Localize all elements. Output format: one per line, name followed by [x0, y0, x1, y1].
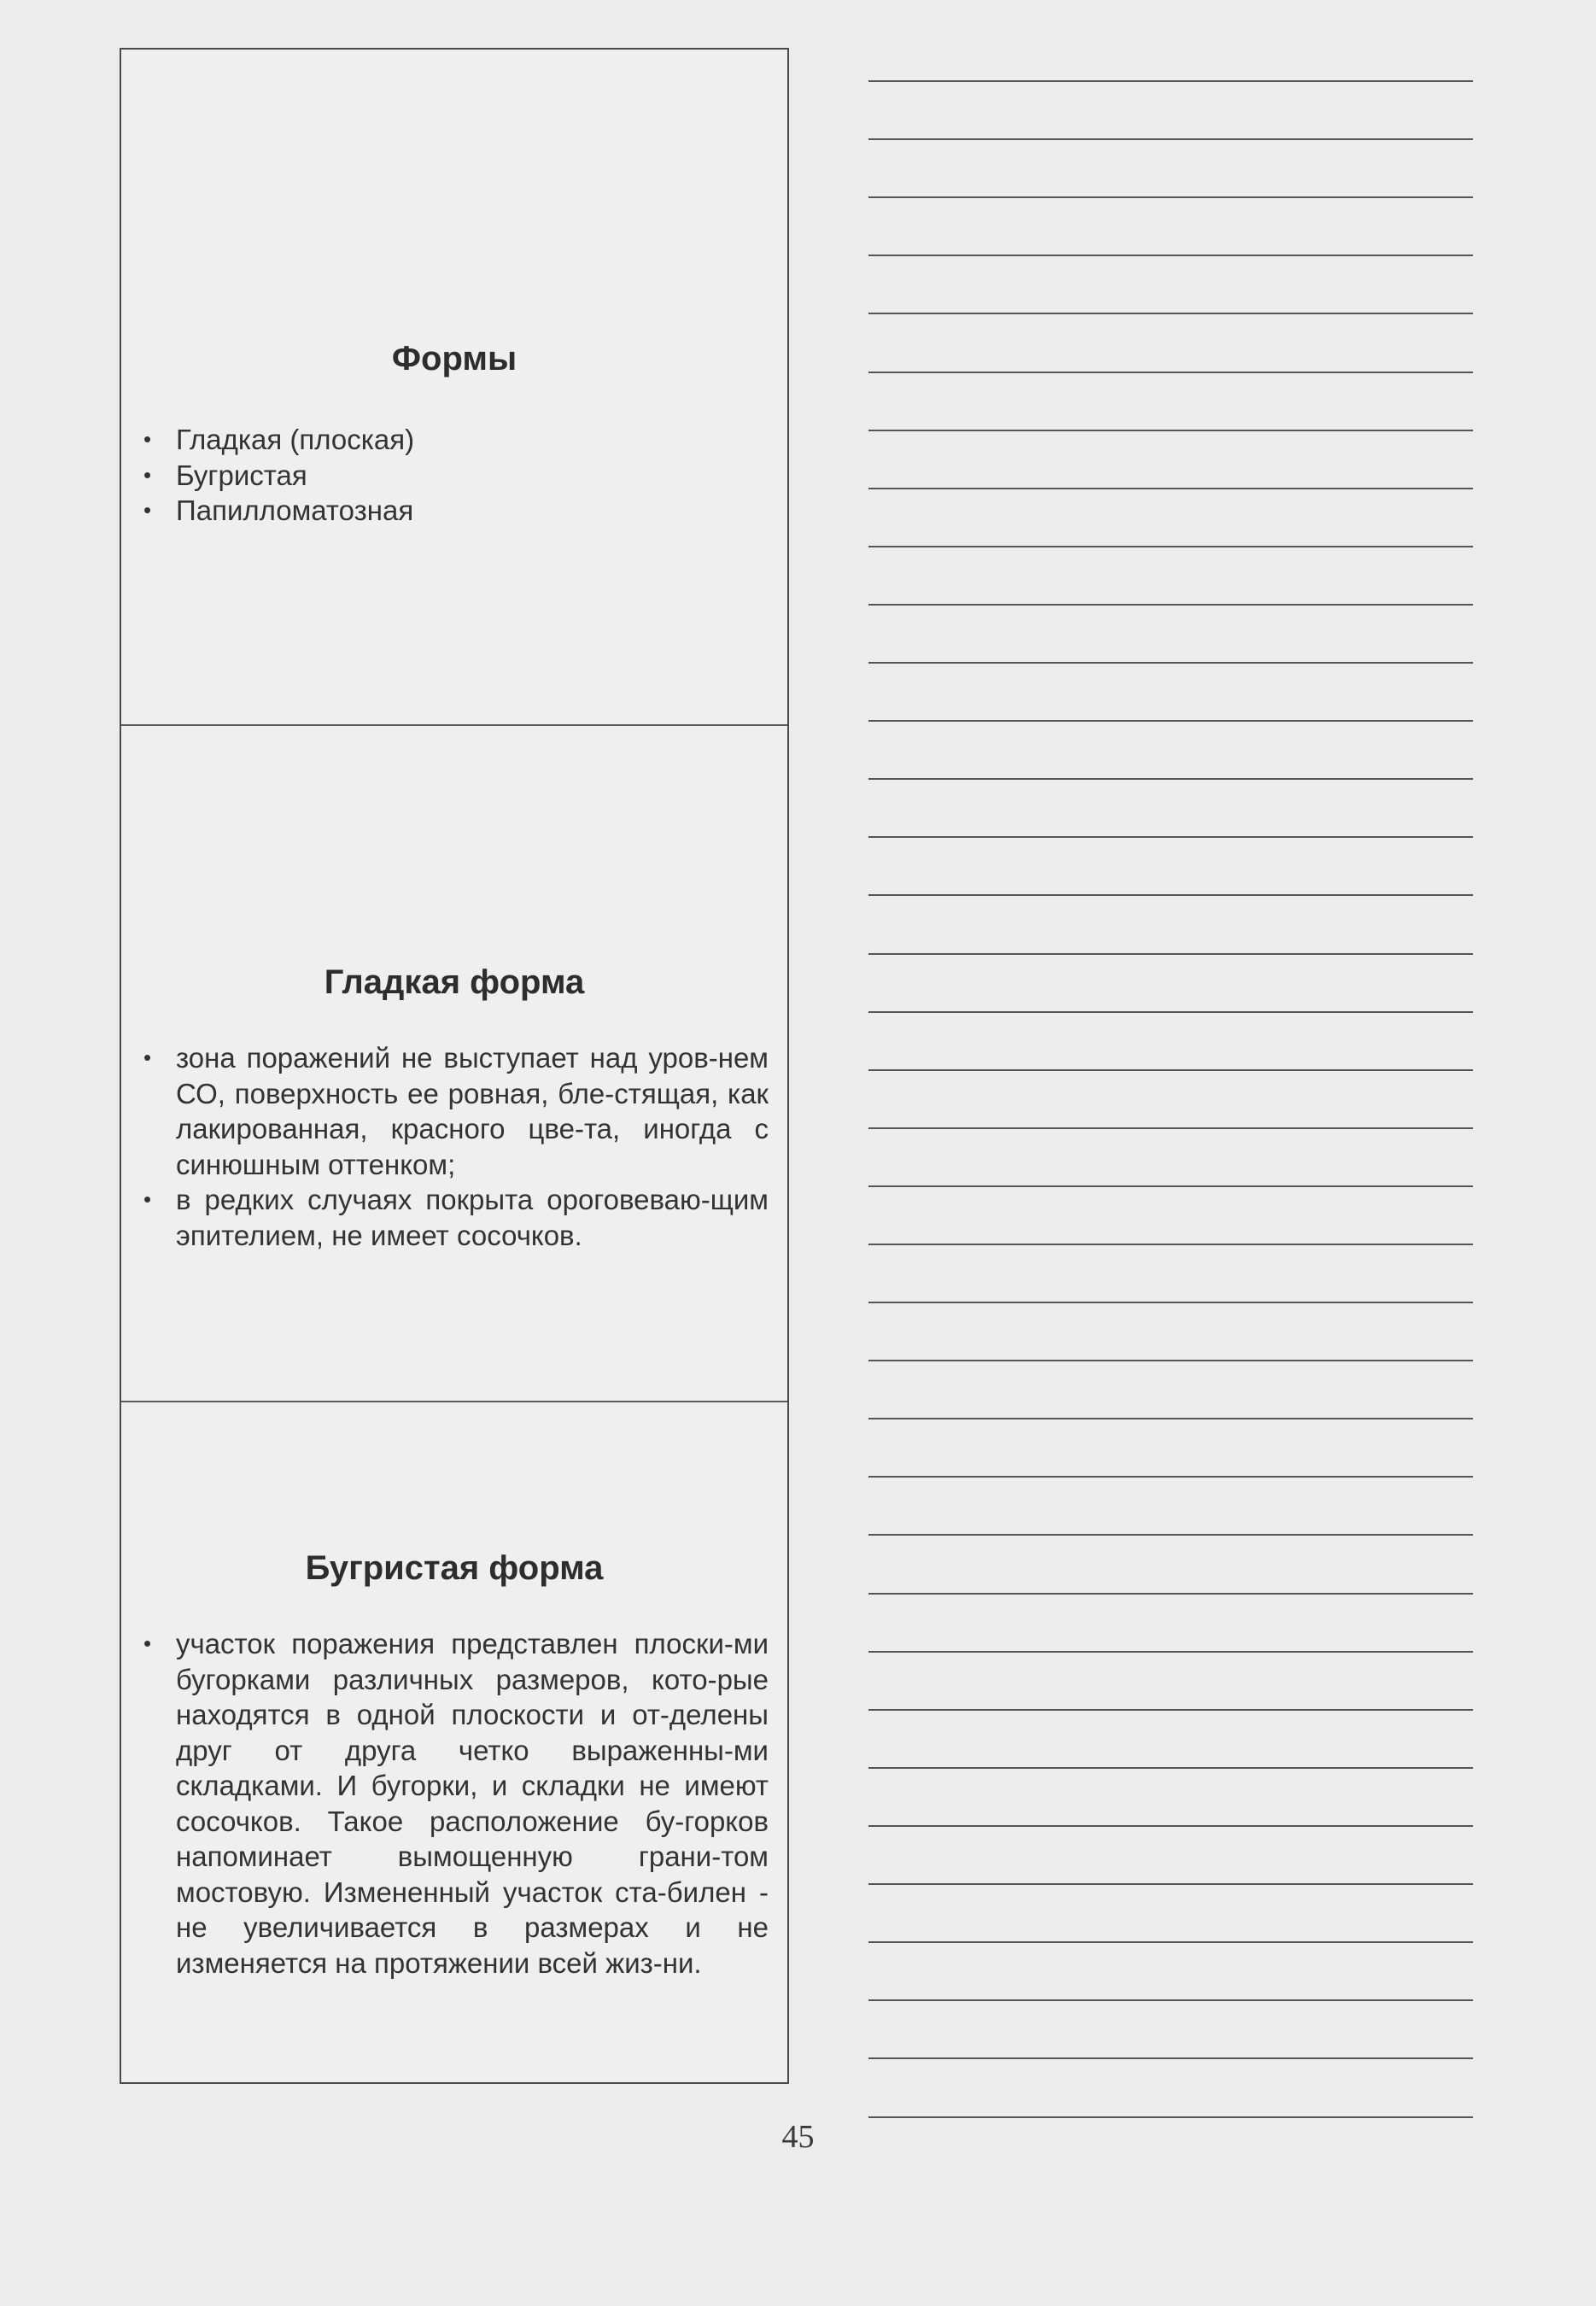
note-line	[868, 1941, 1473, 1943]
note-line	[868, 604, 1473, 606]
note-line	[868, 1476, 1473, 1478]
note-line	[868, 894, 1473, 896]
note-line	[868, 546, 1473, 547]
bullet-text: Бугристая	[176, 459, 307, 491]
slide-title: Гладкая форма	[324, 963, 585, 1001]
slide-title: Формы	[391, 340, 517, 378]
note-line	[868, 1069, 1473, 1071]
note-line	[868, 836, 1473, 838]
note-line	[868, 1999, 1473, 2001]
note-line	[868, 138, 1473, 140]
bullet-text: участок поражения представлен плоски-ми бугорками различных размеров, кото-рые находятся в одной плоскости и от-делены друг от друга четко выраженны-ми складками. И бугорки, и складки не имеют сосочков. Такое расположение бу-горков напоминает вымощенную грани-том мостовую. Измененный участок ста-билен - не увеличивается в размерах и не изменяется на протяжении всей жиз-ни.	[176, 1628, 769, 1979]
note-line	[868, 1593, 1473, 1595]
note-line	[868, 255, 1473, 256]
note-line	[868, 1360, 1473, 1361]
note-line	[868, 720, 1473, 722]
bullet-icon: •	[143, 1186, 152, 1212]
note-line	[868, 662, 1473, 664]
note-line	[868, 1883, 1473, 1885]
bullet-text: Гладкая (плоская)	[176, 424, 415, 455]
slide-forms	[121, 50, 787, 724]
note-line	[868, 196, 1473, 198]
note-line	[868, 953, 1473, 955]
slide-smooth-form	[121, 724, 787, 1401]
note-line	[868, 1244, 1473, 1245]
bullet-icon: •	[143, 1045, 152, 1070]
note-line	[868, 488, 1473, 489]
bullet-icon: •	[143, 426, 152, 452]
bullet-text: зона поражений не выступает над уров-нем СО, поверхность ее ровная, бле-стящая, как лакированная, красного цве-та, иногда с синюшным оттенком;	[176, 1042, 769, 1180]
bullet-icon: •	[143, 461, 152, 488]
slide-title: Бугристая форма	[305, 1549, 604, 1587]
list-item	[133, 493, 769, 529]
list-item	[133, 1040, 769, 1182]
list-item	[133, 458, 769, 494]
note-line	[868, 1767, 1473, 1769]
note-line	[868, 778, 1473, 780]
notes-lines	[868, 0, 1473, 2101]
note-line	[868, 2057, 1473, 2059]
note-line	[868, 1709, 1473, 1711]
bullet-icon: •	[143, 497, 152, 523]
note-line	[868, 1825, 1473, 1827]
note-line	[868, 1534, 1473, 1536]
bullet-list	[133, 1040, 769, 1253]
bullet-icon: •	[143, 1630, 152, 1656]
note-line	[868, 1185, 1473, 1187]
slides-column	[120, 48, 789, 2084]
note-line	[868, 1302, 1473, 1303]
list-item	[133, 1626, 769, 1981]
bullet-text: в редких случаях покрыта ороговеваю-щим эпителием, не имеет сосочков.	[176, 1184, 769, 1251]
bullet-text: Папилломатозная	[176, 495, 414, 526]
slide-tuberous-form	[121, 1401, 787, 2082]
note-line	[868, 1651, 1473, 1653]
note-line	[868, 1127, 1473, 1129]
note-line	[868, 1011, 1473, 1013]
note-line	[868, 1418, 1473, 1419]
note-line	[868, 372, 1473, 373]
note-line	[868, 80, 1473, 82]
note-line	[868, 430, 1473, 431]
bullet-list	[133, 1626, 769, 1981]
list-item	[133, 422, 769, 458]
note-line	[868, 313, 1473, 314]
page-number: 45	[781, 2119, 815, 2155]
bullet-list	[133, 422, 769, 529]
list-item	[133, 1182, 769, 1253]
